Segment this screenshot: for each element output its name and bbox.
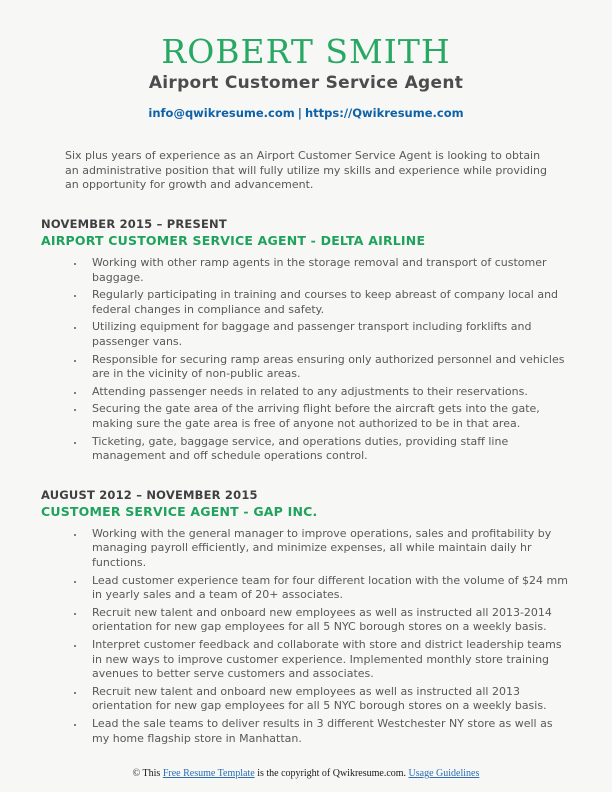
resume-header <box>41 34 571 120</box>
experience-dates: NOVEMBER 2015 – PRESENT <box>41 217 227 232</box>
contact-line <box>41 106 571 120</box>
experience-bullet: • Recruit new talent and onboard new employees as well as instructed all 2013 orientation for new gap employees for all 5 NYC borough stores on a weekly basis. <box>85 685 571 714</box>
experience-section <box>41 217 571 464</box>
experience-bullet: • Working with the general manager to improve operations, sales and profitability by managing payroll efficiently, and minimize expenses, all while maintain daily hr functions. <box>85 527 571 571</box>
summary-paragraph: Six plus years of experience as an Airport Customer Service Agent is looking to obtain an administrative position that will fully utilize my skills and experience while providing an opportunity for growth and advancement. <box>65 149 547 192</box>
experience-section <box>41 488 571 746</box>
experience-bullet: • Working with other ramp agents in the storage removal and transport of customer baggage. <box>85 256 571 285</box>
experience-bullet: • Responsible for securing ramp areas ensuring only authorized personnel and vehicles are in the vicinity of non-public areas. <box>85 353 571 382</box>
experience-dates: AUGUST 2012 – NOVEMBER 2015 <box>41 487 258 502</box>
footer-middle: is the copyright of Qwikresume.com. <box>254 768 409 779</box>
footer-copyright <box>0 768 612 779</box>
experience-sections <box>41 217 571 746</box>
experience-bullet: • Interpret customer feedback and collaborate with store and district leadership teams in new ways to improve customer experience. Implemented monthly store training avenues to better serve customers and associates. <box>85 638 571 682</box>
candidate-name: ROBERT SMITH <box>161 32 451 71</box>
contact-website-link[interactable]: https://Qwikresume.com <box>304 106 464 121</box>
candidate-job-title: Airport Customer Service Agent <box>148 73 464 94</box>
experience-bullet: • Lead customer experience team for four different location with the volume of $24 mm in yearly sales and a team of 20+ associates. <box>85 574 571 603</box>
experience-bullet: • Recruit new talent and onboard new employees as well as instructed all 2013-2014 orientation for new gap employees for all 5 NYC borough stores on a weekly basis. <box>85 606 571 635</box>
contact-email-link[interactable]: info@qwikresume.com <box>148 106 295 121</box>
free-resume-template-link[interactable]: Free Resume Template <box>162 768 255 779</box>
usage-guidelines-link[interactable]: Usage Guidelines <box>408 768 480 779</box>
experience-heading: CUSTOMER SERVICE AGENT - GAP INC. <box>41 503 318 519</box>
experience-bullet: • Ticketing, gate, baggage service, and operations duties, providing staff line management and off schedule operations control. <box>85 435 571 464</box>
experience-bullets <box>41 256 571 464</box>
contact-separator: | <box>297 106 302 121</box>
experience-heading: AIRPORT CUSTOMER SERVICE AGENT - DELTA AIRLINE <box>41 233 426 249</box>
footer-prefix: © This <box>132 768 163 779</box>
experience-bullet: • Utilizing equipment for baggage and passenger transport including forklifts and passenger vans. <box>85 320 571 349</box>
experience-bullets <box>41 527 571 746</box>
experience-bullet: • Lead the sale teams to deliver results in 3 different Westchester NY store as well as my home flagship store in Manhattan. <box>85 717 571 746</box>
experience-bullet: • Regularly participating in training and courses to keep abreast of company local and federal changes in compliance and safety. <box>85 288 571 317</box>
experience-bullet: • Attending passenger needs in related to any adjustments to their reservations. <box>85 385 571 400</box>
experience-bullet: • Securing the gate area of the arriving flight before the aircraft gets into the gate, making sure the gate area is free of anyone not authorized to be in that area. <box>85 402 571 431</box>
